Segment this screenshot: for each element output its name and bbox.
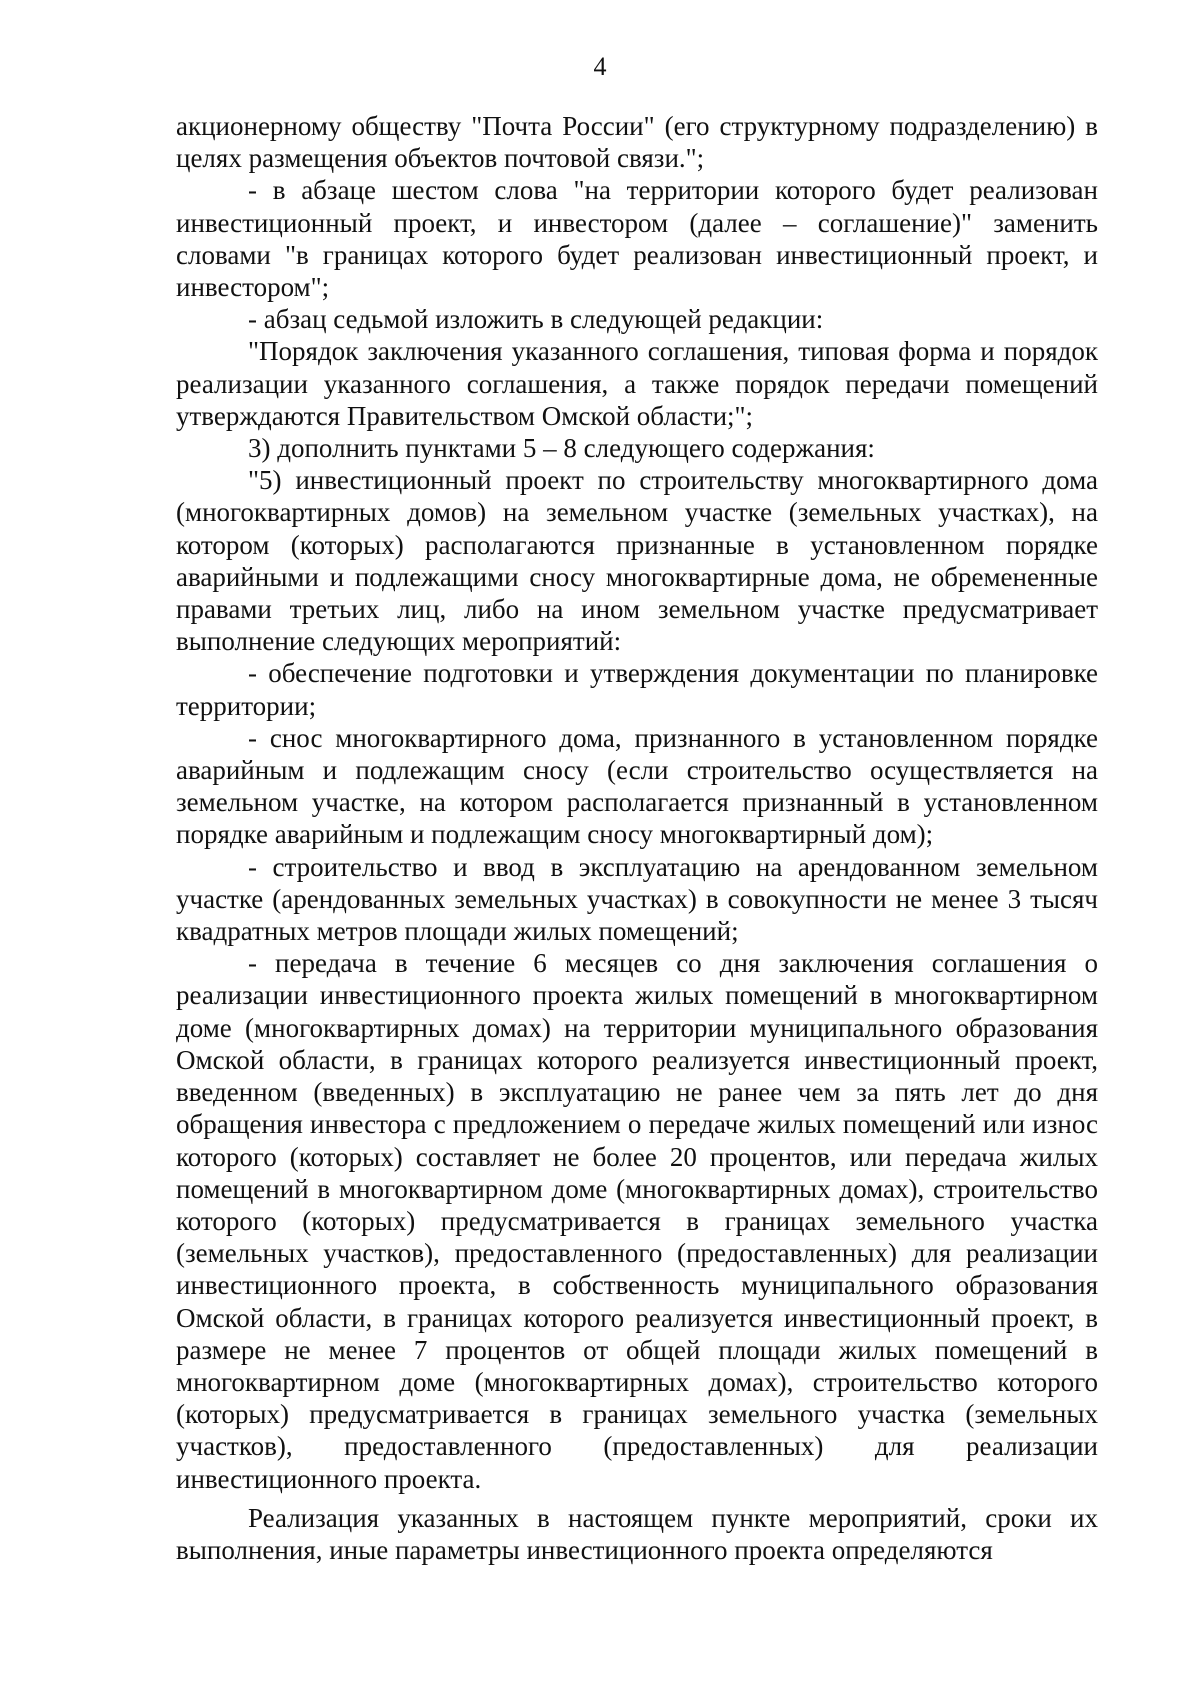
paragraph-amendment-seventh: - абзац седьмой изложить в следующей редакции: (248, 304, 824, 335)
paragraph-new-wording: "Порядок заключения указанного соглашения, типовая форма и порядок реализации указанного соглашения, а также порядок передачи помещений утверждаются Правительством Омской области;"; (176, 336, 1098, 431)
paragraph-item-3: 3) дополнить пунктами 5 – 8 следующего содержания: (248, 433, 875, 464)
page-number: 4 (593, 52, 607, 81)
list-item-construction: - строительство и ввод в эксплуатацию на арендованном земельном участке (арендованных земельных участках) в совокупности не менее 3 тысяч квадратных метров площади жилых помещений; (176, 851, 1098, 947)
list-item-transfer: - передача в течение 6 месяцев со дня заключения соглашения о реализации инвестиционного проекта жилых помещений в многоквартирном доме (многоквартирных домах) на территории муниципального образования Омской области, в границах которого реализуется инвестиционный проект, введенном (введенных) в эксплуатацию не ранее чем за пять лет до дня обращения инвестора с предложением о передаче жилых помещений или износ которого (которых) составляет не более 20 процентов, или передача жилых помещений в многоквартирном доме (многоквартирных домах), строительство которого (которых) предусматривается в границах земельного участка (земельных участков), предоставленного (предоставленных) для реализации инвестиционного проекта, в собственность муниципального образования Омской области, в границах которого реализуется инвестиционный проект, в размере не менее 7 процентов от общей площади жилых помещений в многоквартирном доме (многоквартирных домах), строительство которого (которых) предусматривается в границах земельного участка (земельных участков), предоставленного (предоставленных) для реализации инвестиционного проекта. (176, 948, 1098, 1494)
paragraph-point-5: "5) инвестиционный проект по строительству многоквартирного дома (многоквартирных домов) на земельном участке (земельных участках), на котором (которых) располагаются признанные в установленном порядке аварийными и подлежащими сносу многоквартирные дома, не обремененные правами третьих лиц, либо на ином земельном участке предусматривает выполнение следующих мероприятий: (176, 465, 1098, 657)
list-item-planning: - обеспечение подготовки и утверждения документации по планировке территории; (176, 658, 1098, 721)
document-body (176, 110, 1098, 1566)
paragraph-amendment-sixth: - в абзаце шестом слова "на территории которого будет реализован инвестиционный проект, и инвестором (далее – соглашение)" заменить словами "в границах которого будет реализован инвестиционный проект, и инвестором"; (176, 175, 1098, 303)
paragraph-implementation: Реализация указанных в настоящем пункте мероприятий, сроки их выполнения, иные параметры инвестиционного проекта определяются (176, 1502, 1098, 1565)
paragraph-continuation: акционерному обществу "Почта России" (его структурному подразделению) в целях размещения объектов почтовой связи."; (176, 111, 1098, 174)
list-item-demolition: - снос многоквартирного дома, признанного в установленном порядке аварийным и подлежащим сносу (если строительство осуществляется на земельном участке, на котором располагается признанный в установленном порядке аварийным и подлежащим сносу многоквартирный дом); (176, 722, 1098, 850)
